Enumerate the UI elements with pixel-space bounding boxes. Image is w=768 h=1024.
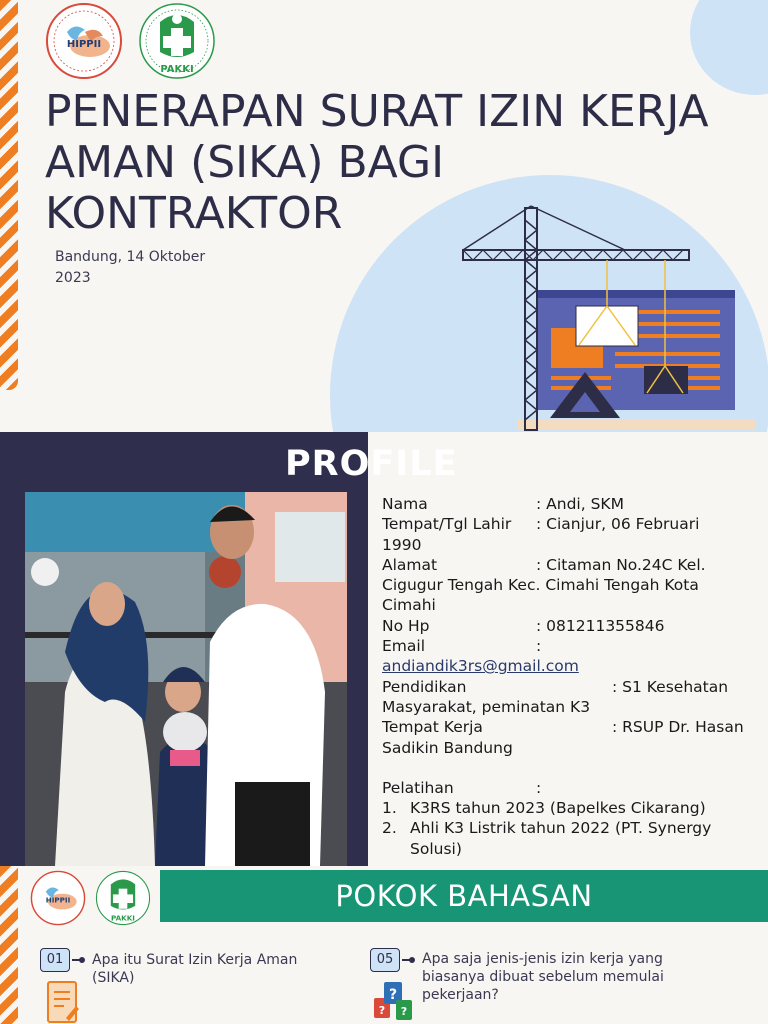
- label: Nama: [382, 495, 428, 513]
- profile-info: [382, 494, 752, 859]
- document-icon: [46, 980, 80, 1024]
- pakki-logo-icon: [95, 870, 151, 926]
- profile-row-name: [382, 494, 752, 514]
- topic-number: 01: [40, 948, 70, 972]
- value: : Andi, SKM: [536, 495, 624, 513]
- topic-line: Apa itu Surat Izin Kerja Aman: [92, 952, 298, 968]
- email-link[interactable]: andiandik3rs@gmail.com: [382, 657, 579, 676]
- training-text: K3RS tahun 2023 (Bapelkes Cikarang): [410, 799, 706, 818]
- date-line: 2023: [55, 270, 91, 286]
- value-cont: 1990: [382, 535, 422, 554]
- value: : Cianjur, 06 Februari: [536, 515, 700, 534]
- topic-line: pekerjaan?: [422, 987, 499, 1003]
- connector-dot: [402, 959, 412, 961]
- svg-text:HIPPII: HIPPII: [45, 895, 71, 905]
- agenda-header: [160, 870, 768, 922]
- training-text-cont: Solusi): [410, 839, 462, 858]
- presentation-date: [55, 247, 255, 289]
- agenda-slide: [0, 866, 768, 1024]
- hippii-logo-icon: [30, 870, 86, 926]
- question-icon: [372, 978, 414, 1024]
- training-list: [382, 798, 752, 859]
- value: : 081211355846: [536, 616, 665, 635]
- profile-photo: [25, 492, 347, 866]
- label: No Hp: [382, 616, 430, 635]
- agenda-title: POKOK BAHASAN: [335, 879, 593, 913]
- label: Pelatihan: [382, 778, 454, 797]
- label: Alamat: [382, 555, 438, 574]
- title-line: KONTRAKTOR: [45, 188, 343, 239]
- value: :: [536, 637, 542, 656]
- profile-row-phone: [382, 616, 752, 636]
- spacer: [382, 758, 752, 778]
- svg-text:?: ?: [400, 1005, 408, 1018]
- value: : S1 Kesehatan: [612, 677, 729, 696]
- value-cont: Masyarakat, peminatan K3: [382, 697, 591, 716]
- decorative-stripe: [0, 866, 18, 1024]
- topic-line: (SIKA): [92, 970, 135, 986]
- topic-line: Apa saja jenis-jenis izin kerja yang: [422, 951, 663, 967]
- pakki-logo-icon: [138, 2, 216, 80]
- label: Tempat Kerja: [382, 718, 483, 737]
- decorative-stripe: [0, 0, 18, 390]
- profile-row-email: [382, 636, 752, 677]
- value-cont: Cimahi: [382, 596, 436, 615]
- hippii-logo-icon: [45, 2, 123, 80]
- value-cont: Cigugur Tengah Kec. Cimahi Tengah Kota: [382, 576, 699, 595]
- profile-row-education: [382, 677, 752, 718]
- value: :: [536, 778, 542, 797]
- topic-item: [92, 951, 332, 987]
- construction-crane-icon: [455, 200, 760, 432]
- svg-text:?: ?: [378, 1004, 386, 1017]
- title-slide: [0, 0, 768, 432]
- topic-item: [422, 950, 722, 1004]
- profile-title: [285, 444, 458, 484]
- topic-number: 05: [370, 948, 400, 972]
- label: Pendidikan: [382, 677, 467, 696]
- training-text: Ahli K3 Listrik tahun 2022 (PT. Synergy: [410, 819, 712, 838]
- training-num: 1.: [382, 799, 397, 818]
- value-cont: Sadikin Bandung: [382, 738, 513, 757]
- profile-row-address: [382, 555, 752, 616]
- svg-text:PAKKI: PAKKI: [160, 64, 194, 75]
- training-num: 2.: [382, 819, 397, 838]
- value: : Citaman No.24C Kel.: [536, 555, 706, 574]
- training-item: [382, 798, 752, 818]
- topic-line: biasanya dibuat sebelum memulai: [422, 969, 664, 985]
- svg-text:PAKKI: PAKKI: [111, 913, 135, 923]
- profile-row-birth: [382, 514, 752, 555]
- date-line: Bandung, 14 Oktober: [55, 249, 206, 265]
- profile-row-training: [382, 778, 752, 798]
- training-item: [382, 818, 752, 859]
- connector-dot: [72, 959, 82, 961]
- title-line: AMAN (SIKA) BAGI: [45, 137, 445, 188]
- title-line: PENERAPAN SURAT IZIN KERJA: [45, 86, 709, 137]
- profile-row-workplace: [382, 717, 752, 758]
- profile-slide: [0, 432, 768, 866]
- label: Tempat/Tgl Lahir: [382, 515, 512, 534]
- svg-text:?: ?: [388, 987, 398, 1003]
- svg-text:HIPPII: HIPPII: [66, 39, 102, 50]
- label: Email: [382, 637, 426, 656]
- value: : RSUP Dr. Hasan: [612, 718, 744, 737]
- profile-title-text: PROFILE: [285, 444, 458, 484]
- decorative-circle: [690, 0, 768, 95]
